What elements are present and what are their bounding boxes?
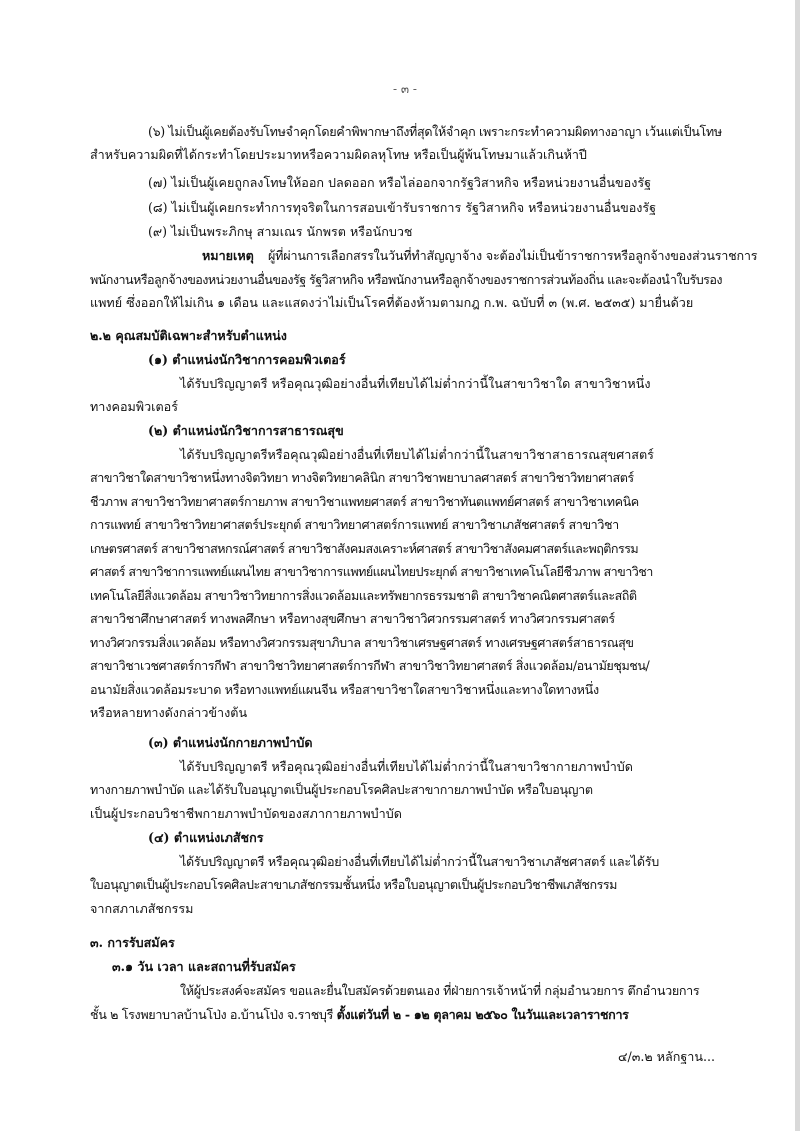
position-4-line-3: จากสภาเภสัชกรรม [90, 901, 194, 916]
position-2-line-6: ศาสตร์ สาขาวิชาการแพทย์แผนไทย สาขาวิชาการแพทย์แผนไทยประยุกต์ สาขาวิชาเทคโนโลยีชีวภาพ สาขาวิชา [90, 564, 653, 579]
item-6-line-2: สำหรับความผิดที่ได้กระทำโดยประมาทหรือความผิดลหุโทษ หรือเป็นผู้พ้นโทษมาแล้วเกินห้าปี [90, 147, 587, 162]
item-8: (๘) ไม่เป็นผู้เคยกระทำการทุจริตในการสอบเข้ารับราชการ รัฐวิสาหกิจ หรือหน่วยงานอื่นของรัฐ [148, 200, 657, 215]
position-3-line-1: ได้รับปริญญาตรี หรือคุณวุฒิอย่างอื่นที่เทียบได้ไม่ต่ำกว่านี้ในสาขาวิชากายภาพบำบัด [180, 759, 633, 774]
item-7: (๗) ไม่เป็นผู้เคยถูกลงโทษให้ออก ปลดออก หรือไล่ออกจากรัฐวิสาหกิจ หรือหน่วยงานอื่นของรัฐ [148, 175, 652, 190]
section-3-1-line-2-plain: ชั้น ๒ โรงพยาบาลบ้านโป่ง อ.บ้านโป่ง จ.ราชบุรี [90, 1007, 337, 1022]
item-6-line-1: (๖) ไม่เป็นผู้เคยต้องรับโทษจำคุกโดยคำพิพากษาถึงที่สุดให้จำคุก เพราะกระทำความผิดทางอาญา เว้นแต่เป็นโทษ [148, 124, 722, 139]
position-2-line-1: ได้รับปริญญาตรีหรือคุณวุฒิอย่างอื่นที่เทียบได้ไม่ต่ำกว่านี้ในสาขาวิชาสาธารณสุขศาสตร์ [180, 447, 654, 462]
section-3-1-line-2 [90, 1006, 629, 1024]
position-2-line-12: หรือหลายทางดังกล่าวข้างต้น [90, 705, 248, 720]
position-1-line-1: ได้รับปริญญาตรี หรือคุณวุฒิอย่างอื่นที่เทียบได้ไม่ต่ำกว่านี้ในสาขาวิชาใด สาขาวิชาหนึ่ง [180, 376, 651, 391]
position-2-title: (๒) ตำแหน่งนักวิชาการสาธารณสุข [148, 423, 344, 438]
note-line-3: แพทย์ ซึ่งออกให้ไม่เกิน ๑ เดือน และแสดงว่าไม่เป็นโรคที่ต้องห้ามตามกฎ ก.พ. ฉบับที่ ๓ (พ.ศ. ๒๕๓๕) มายื่นด้วย [90, 295, 694, 310]
section-3-1-heading: ๓.๑ วัน เวลา และสถานที่รับสมัคร [112, 959, 296, 974]
position-2-line-4: การแพทย์ สาขาวิชาวิทยาศาสตร์ประยุกต์ สาขาวิทยาศาสตร์การแพทย์ สาขาวิชาเภสัชศาสตร์ สาขาวิชา [90, 517, 619, 532]
item-9: (๙) ไม่เป็นพระภิกษุ สามเณร นักพรต หรือนักบวช [148, 224, 413, 239]
position-2-line-10: สาขาวิชาเวชศาสตร์การกีฬา สาขาวิชาวิทยาศาสตร์การกีฬา สาขาวิชาวิทยาศาสตร์ สิ่งแวดล้อม/อนามัยชุมชน/ [90, 658, 650, 673]
position-4-line-1: ได้รับปริญญาตรี หรือคุณวุฒิอย่างอื่นที่เทียบได้ไม่ต่ำกว่านี้ในสาขาวิชาเภสัชศาสตร์ และได้รับ [180, 854, 659, 869]
position-3-line-2: ทางกายภาพบำบัด และได้รับใบอนุญาตเป็นผู้ประกอบโรคศิลปะสาขากายภาพบำบัด หรือใบอนุญาต [90, 782, 593, 797]
position-2-line-9: ทางวิศวกรรมสิ่งแวดล้อม หรือทางวิศวกรรมสุขาภิบาล สาขาวิชาเศรษฐศาสตร์ ทางเศรษฐศาสตร์สาธารณสุข [90, 635, 634, 650]
position-2-line-8: สาขาวิชาศึกษาศาสตร์ ทางพลศึกษา หรือทางสุขศึกษา สาขาวิชาวิศวกรรมศาสตร์ ทางวิศวกรรมศาสตร์ [90, 611, 615, 626]
position-3-line-3: เป็นผู้ประกอบวิชาชีพกายภาพบำบัดของสภากายภาพบำบัด [90, 806, 402, 821]
position-2-line-2: สาขาวิชาใดสาขาวิชาหนึ่งทางจิตวิทยา ทางจิตวิทยาคลินิก สาขาวิชาพยาบาลศาสตร์ สาขาวิชาวิทยาศาสตร์ [90, 470, 634, 485]
section-3-heading: ๓. การรับสมัคร [90, 935, 175, 950]
position-1-line-2: ทางคอมพิวเตอร์ [90, 399, 178, 414]
note-line-2: พนักงานหรือลูกจ้างของหน่วยงานอื่นของรัฐ รัฐวิสาหกิจ หรือพนักงานหรือลูกจ้างของราชการส่วนท้องถิ่น และจะต้องนำใบรับรอง [90, 272, 722, 287]
section-3-1-line-1: ให้ผู้ประสงค์จะสมัคร ขอและยื่นใบสมัครด้วยตนเอง ที่ฝ่ายการเจ้าหน้าที่ กลุ่มอำนวยการ ตึกอำนวยการ [180, 983, 700, 998]
position-2-line-11: อนามัยสิ่งแวดล้อมระบาด หรือทางแพทย์แผนจีน หรือสาขาวิชาใดสาขาวิชาหนึ่งและทางใดทางหนึ่ง [90, 682, 599, 697]
position-2-line-5: เกษตรศาสตร์ สาขาวิชาสหกรณ์ศาสตร์ สาขาวิชาสังคมสงเคราะห์ศาสตร์ สาขาวิชาสังคมศาสตร์และพฤติกรรม [90, 541, 639, 556]
scan-edge [795, 0, 800, 1131]
note-line-1: ผู้ที่ผ่านการเลือกสรรในวันที่ทำสัญญาจ้าง จะต้องไม่เป็นข้าราชการหรือลูกจ้างของส่วนราชการ [268, 248, 758, 263]
position-3-title: (๓) ตำแหน่งนักกายภาพบำบัด [148, 735, 313, 750]
section-3-1-dates: ตั้งแต่วันที่ ๒ - ๑๒ ตุลาคม ๒๕๖๐ ในวันและเวลาราชการ [336, 1007, 629, 1022]
position-2-line-7: เทคโนโลยีสิ่งแวดล้อม สาขาวิชาวิทยาการสิ่งแวดล้อมและทรัพยากรธรรมชาติ สาขาวิชาคณิตศาสตร์และสถิติ [90, 588, 637, 603]
section-2-2-heading: ๒.๒ คุณสมบัติเฉพาะสำหรับตำแหน่ง [90, 328, 287, 343]
page-number: - ๓ - [393, 82, 417, 96]
position-4-title: (๔) ตำแหน่งเภสัชกร [148, 830, 264, 845]
position-1-title: (๑) ตำแหน่งนักวิชาการคอมพิวเตอร์ [148, 352, 346, 367]
footer-continuation: ๔/๓.๒ หลักฐาน... [618, 1049, 715, 1064]
position-4-line-2: ใบอนุญาตเป็นผู้ประกอบโรคศิลปะสาขาเภสัชกรรมชั้นหนึ่ง หรือใบอนุญาตเป็นผู้ประกอบวิชาชีพเภสัชกรรม [90, 877, 617, 892]
position-2-line-3: ชีวภาพ สาขาวิชาวิทยาศาสตร์กายภาพ สาขาวิชาแพทยศาสตร์ สาขาวิชาทันตแพทย์ศาสตร์ สาขาวิชาเทคนิค [90, 494, 639, 509]
note-label: หมายเหตุ [202, 248, 254, 263]
